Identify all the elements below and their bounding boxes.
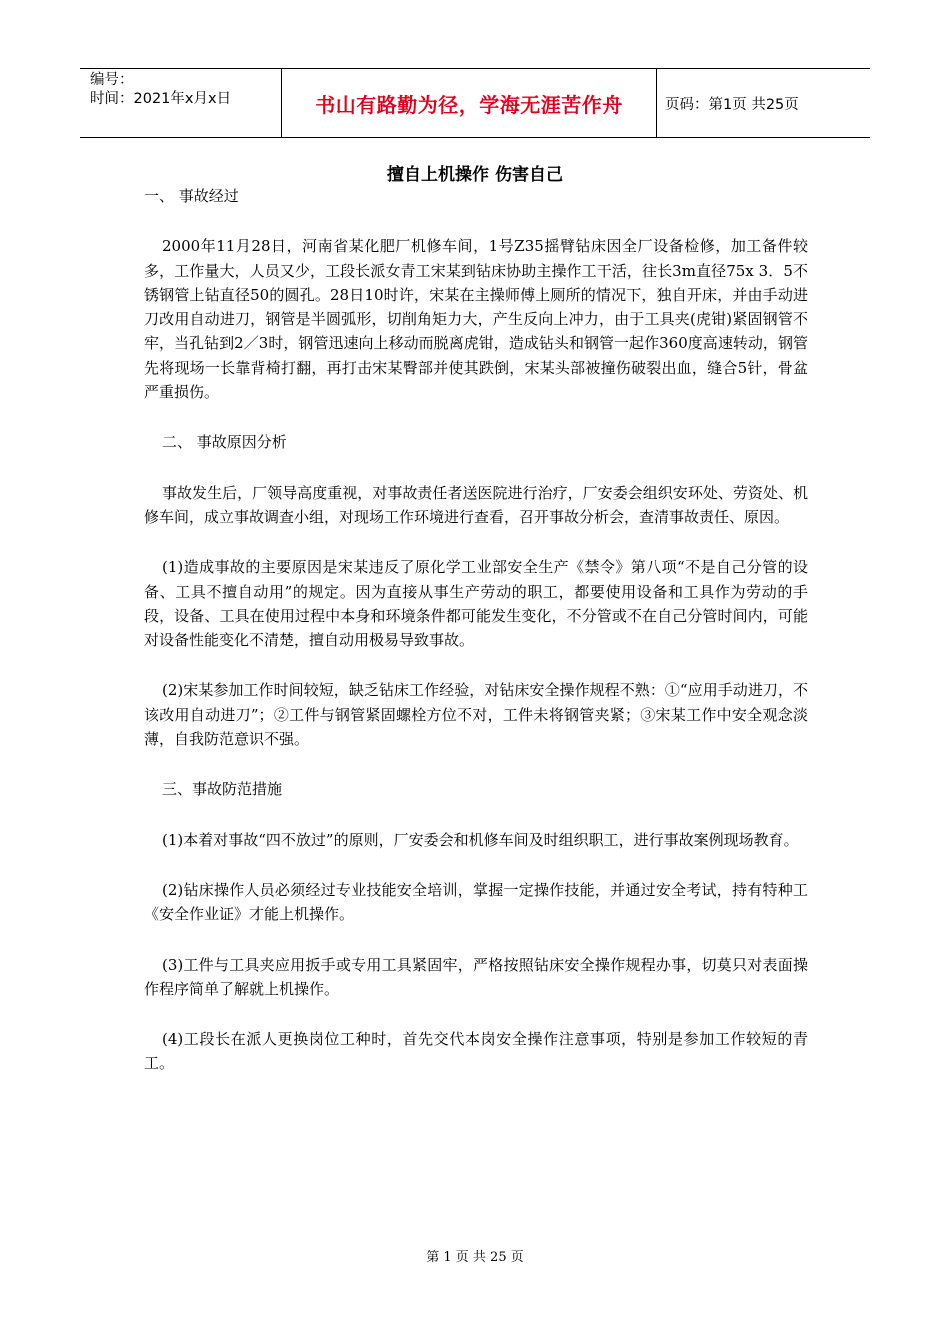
header-page-cell <box>656 69 870 137</box>
time-label: 时间：2021年x月x日 <box>90 91 232 107</box>
header-meta <box>80 69 280 137</box>
motto-text: 书山有路勤为径，学海无涯苦作舟 <box>315 92 623 117</box>
header-motto-cell <box>281 69 657 137</box>
section-heading: 一、 事故经过 <box>144 187 239 205</box>
paragraph: (1)造成事故的主要原因是宋某违反了原化学工业部安全生产《禁令》第八项“不是自己分管的设备、工具不擅自动用”的规定。因为直接从事生产劳动的职工，都要使用设备和工具作为劳动的手段，设备、工具在使用过程中本身和环境条件都可能发生变化，不分管或不在自己分管时间内，可能对设备性能变化不清楚，擅自动用极易导致事故。 <box>144 558 808 650</box>
paragraph: 事故发生后，厂领导高度重视，对事故责任者送医院进行治疗，厂安委会组织安环处、劳资处、机修车间，成立事故调查小组，对现场工作环境进行查看，召开事故分析会，查清事故责任、原因。 <box>144 483 808 526</box>
page-header <box>80 68 870 138</box>
document-title: 擅自上机操作 伤害自己 <box>387 165 563 185</box>
paragraph: (1)本着对事故“四不放过”的原则，厂安委会和机修车间及时组织职工，进行事故案例现场教育。 <box>162 830 799 849</box>
paragraph: 2000年11月28日，河南省某化肥厂机修车间，1号Z35摇臂钻床因全厂设备检修，加工备件较多，工作量大，人员又少，工段长派女青工宋某到钻床协助主操作工干活，往长3m直径75x 3．5不锈钢管上钻直径50的圆孔。28日10时许，宋某在主操师傅上厕所的情况下，独自开床，并由手动进刀改用自动进刀，钢管是半圆弧形，切削角矩力大，产生反向上冲力，由于工具夹(虎钳)紧固钢管不牢，当孔钻到2／3时，钢管迅速向上移动而脱离虎钳，造成钻头和钢管一起作360度高速转动，钢管先将现场一长靠背椅打翻，再打击宋某臀部并使其跌倒，宋某头部被撞伤破裂出血，缝合5针，骨盆严重损伤。 <box>144 237 808 402</box>
section-heading: 二、 事故原因分析 <box>162 433 287 452</box>
document-body <box>144 184 808 1076</box>
section-heading: 三、事故防范措施 <box>162 780 283 799</box>
number-label: 编号： <box>90 72 134 88</box>
paragraph: (2)宋某参加工作时间较短，缺乏钻床工作经验，对钻床安全操作规程不熟：①“应用手动进刀，不该改用自动进刀”；②工件与钢管紧固螺栓方位不对，工件未将钢管夹紧；③宋某工作中安全观念淡薄，自我防范意识不强。 <box>144 681 808 749</box>
paragraph: (4)工段长在派人更换岗位工种时，首先交代本岗安全操作注意事项，特别是参加工作较短的青工。 <box>144 1030 808 1073</box>
paragraph: (3)工件与工具夹应用扳手或专用工具紧固牢，严格按照钻床安全操作规程办事，切莫只对表面操作程序简单了解就上机操作。 <box>144 955 808 998</box>
page-footer: 第 1 页 共 25 页 <box>426 1250 524 1265</box>
paragraph: (2)钻床操作人员必须经过专业技能安全培训，掌握一定操作技能，并通过安全考试，持有特种工《安全作业证》才能上机操作。 <box>144 880 808 924</box>
page-info: 页码：第1页 共25页 <box>665 96 799 113</box>
